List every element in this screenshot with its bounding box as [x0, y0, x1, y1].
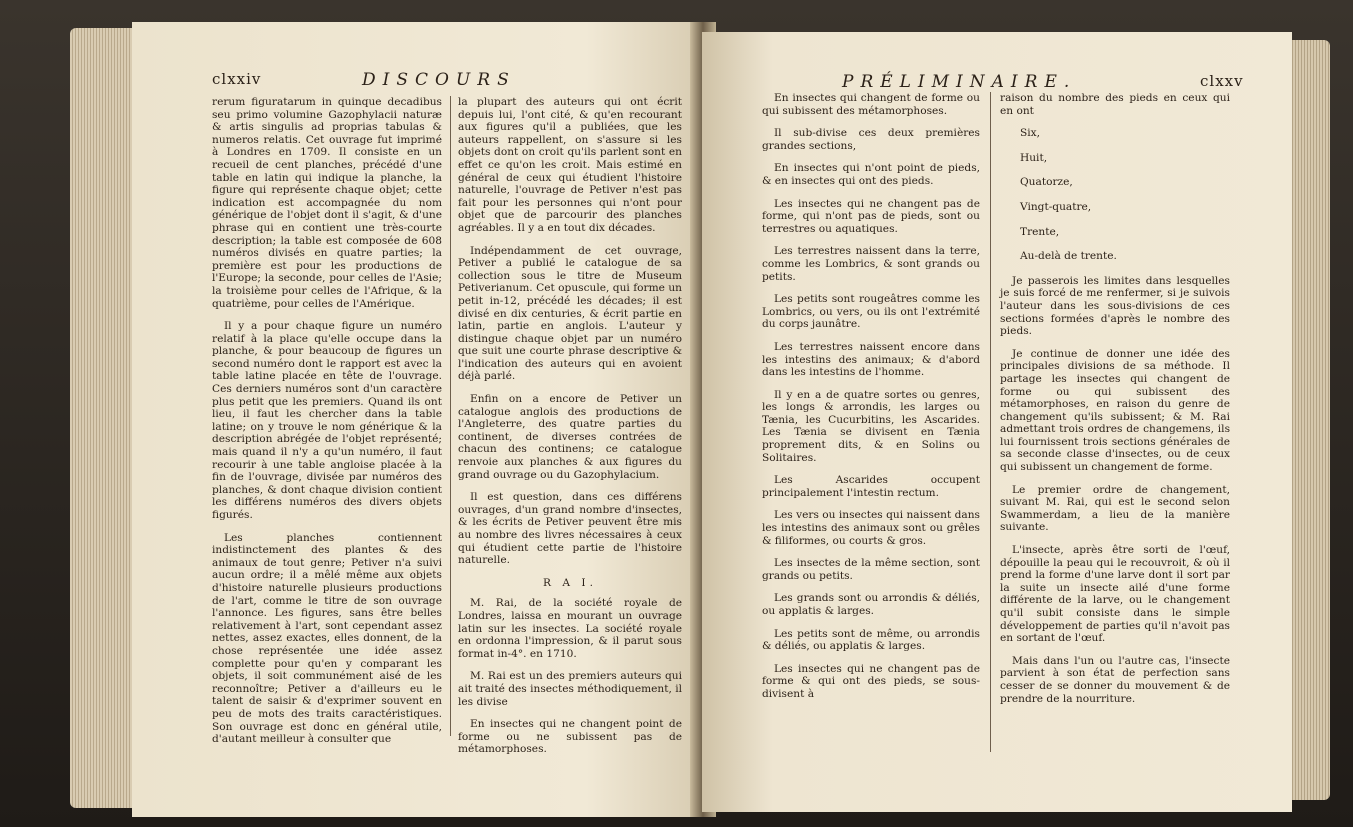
section-heading: R A I. [543, 576, 597, 589]
column-rule [990, 92, 991, 752]
list-item: Trente, [1020, 225, 1060, 238]
paragraph: M. Rai, de la société royale de Londres, laissa en mourant un ouvrage latin sur les insectes. La société royale en ordonna l'impression, & il parut sous format in-4°. en 1710. [458, 597, 682, 660]
list-item: Six, [1020, 127, 1040, 140]
paragraph: Indépendamment de cet ouvrage, Petiver a publié le catalogue de sa collection sous le titre de Museum Petiverianum. Cet opuscule, qui forme un petit in-12, précédé les décades; il est divisé en dix centuries, & écrit partie en latin, partie en anglois. L'auteur y distingue chaque objet par un numéro que suit une courte phrase descriptive & l'indication des auteurs qui en avoient déjà parlé. [458, 244, 682, 383]
paragraph: Mais dans l'un ou l'autre cas, l'insecte parvient à son état de perfection sans cesser de se donner du mouvement & de prendre de la nourriture. [1000, 654, 1230, 705]
paragraph: Les terrestres naissent dans la terre, comme les Lombrics, & sont grands ou petits. [762, 245, 980, 283]
paragraph: la plupart des auteurs qui ont écrit depuis lui, l'ont cité, & qu'en recourant aux figures qu'il a publiées, que les auteurs rappellent, on s'assure si les objets dont on croit qu'ils parlent sont en effet ce qu'on les croit. Mais estimé en général de ceux qui étudient l'histoire naturelle, l'ouvrage de Petiver n'est pas fait pour les personnes qui n'ont pour objet que de parcourir des planches agréables. Il y a en tout dix décades. [458, 96, 682, 234]
left-page-edges [70, 28, 140, 808]
left-column-1 [212, 96, 442, 756]
paragraph: Enfin on a encore de Petiver un catalogue anglois des productions de l'Angleterre, des quatre parties du continent, de diverses contrées de chacun des continens; ce catalogue renvoie aux planches & aux figures du grand ouvrage ou du Gazophylacium. [458, 393, 682, 481]
paragraph: Les terrestres naissent encore dans les intestins des animaux; & d'abord dans les intestins de l'homme. [762, 340, 980, 379]
paragraph: En insectes qui changent de forme ou qui subissent des métamorphoses. [762, 92, 980, 117]
paragraph: En insectes qui ne changent point de forme ou ne subissent pas de métamorphoses. [458, 718, 682, 756]
paragraph: Je continue de donner une idée des principales divisions de sa méthode. Il partage les insectes qui changent de forme ou qui subissent des métamorphoses, en raison du genre de changement qu'ils subissent; & M. Rai admettant trois ordres de changemens, ils lui fournissent trois sections générales de sa seconde classe d'insectes, ou de ceux qui subissent un changement de forme. [1000, 347, 1230, 474]
paragraph: Les petits sont rougeâtres comme les Lombrics, ou vers, ou ils ont l'extrémité du corps jaunâtre. [762, 293, 980, 331]
left-page [132, 22, 700, 817]
paragraph: Je passerois les limites dans lesquelles je suis forcé de me renfermer, si je suivois l'auteur dans les sous-divisions de ces sections formées d'après le nombre des pieds. [1000, 274, 1230, 338]
paragraph: raison du nombre des pieds en ceux qui en ont [1000, 92, 1230, 117]
paragraph: Les Ascarides occupent principalement l'intestin rectum. [762, 474, 980, 499]
paragraph: En insectes qui n'ont point de pieds, & en insectes qui ont des pieds. [762, 162, 980, 187]
left-column-2 [458, 96, 682, 766]
right-column-1 [762, 92, 980, 711]
paragraph: Il y en a de quatre sortes ou genres, les longs & arrondis, les larges ou Tænia, les Cucurbitins, les Ascarides. Les Tænia se divisent en Tænia proprement dits, & en Solins ou Solitaires. [762, 388, 980, 464]
right-running-title: PRÉLIMINAIRE. [842, 72, 1077, 92]
paragraph: Le premier ordre de changement, suivant M. Rai, qui est le second selon Swammerdam, a lieu de la manière suivante. [1000, 483, 1230, 534]
list-item: Vingt-quatre, [1020, 200, 1092, 213]
paragraph: Les insectes qui ne changent pas de forme, qui n'ont pas de pieds, sont ou terrestres ou aquatiques. [762, 197, 980, 235]
paragraph: Les vers ou insectes qui naissent dans les intestins des animaux sont ou grêles & filiformes, ou courts & gros. [762, 509, 980, 547]
paragraph: Les petits sont de même, ou arrondis & déliés, ou applatis & larges. [762, 627, 980, 653]
list-item: Quatorze, [1020, 176, 1073, 189]
paragraph: Les planches contiennent indistinctement des plantes & des animaux de tout genre; Petiver n'a suivi aucun ordre; il a mêlé même aux objets d'histoire naturelle plusieurs productions de l'art, comme le titre de son ouvrage l'annonce. Les figures, sans être belles relativement à l'art, sont cependant assez nettes, assez exactes, elles donnent, de la chose représentée une idée assez complette pour qu'en y comparant les objets, il soit communément aisé de les reconnoître; Petiver a d'ailleurs eu le talent de saisir & d'exprimer souvent en peu de mots des traits caractéristiques. Son ouvrage est donc en général utile, d'autant meilleur à consulter que [212, 531, 442, 746]
right-page [702, 32, 1292, 812]
left-running-title: DISCOURS [362, 70, 516, 90]
right-folio: clxxv [1200, 72, 1244, 90]
paragraph: M. Rai est un des premiers auteurs qui ait traité des insectes méthodiquement, il les divise [458, 670, 683, 708]
right-column-2 [1000, 92, 1230, 715]
paragraph: Les insectes de la même section, sont grands ou petits. [762, 557, 980, 582]
column-rule [450, 96, 451, 736]
list-item: Au-delà de trente. [1020, 250, 1117, 263]
paragraph: Les insectes qui ne changent pas de forme & qui ont des pieds, se sous-divisent à [762, 662, 980, 700]
paragraph: Il sub-divise ces deux premières grandes sections, [762, 127, 980, 152]
paragraph: Il y a pour chaque figure un numéro relatif à la place qu'elle occupe dans la planche, & pour beaucoup de figures un second numéro dont le rapport est avec la table latine placée en tête de l'ouvrage. Ces derniers numéros sont d'un caractère plus petit que les premiers. Quand ils ont lieu, il faut les chercher dans la table latine; on y trouve le nom générique & la description abrégée de l'objet représenté; mais quand il n'y a qu'un numéro, il faut recourir à une table angloise placée à la fin de l'ouvrage, divisée par numéros des planches, & dont chaque division contient les différens numéros des divers objets figurés. [212, 320, 442, 521]
open-book [70, 22, 1330, 817]
paragraph: Les grands sont ou arrondis & déliés, ou applatis & larges. [762, 592, 980, 617]
left-folio: clxxiv [212, 70, 262, 88]
paragraph: rerum figuratarum in quinque decadibus seu primo volumine Gazophylacii naturæ & artis singulis ad proprias tabulas & numeros relatis. Cet ouvrage fut imprimé à Londres en 1709. Il consiste en un recueil de cent planches, précédé d'une table en latin qui indique la planche, la figure qui représente chaque objet; cette indication est accompagnée du nom générique de l'objet dont il s'agit, & d'une phrase qui en contient une très-courte description; la table est composée de 608 numéros divisés en quatre parties; la première est pour les productions de l'Europe; la seconde, pour celles de l'Asie; la troisième pour celles de l'Afrique, & la quatrième, pour celles de l'Amérique. [212, 96, 442, 310]
right-page-edges [1290, 40, 1330, 800]
paragraph: Il est question, dans ces différens ouvrages, d'un grand nombre d'insectes, & les écrits de Petiver peuvent être mis au nombre des livres nécessaires à ceux qui étudient cette partie de l'histoire naturelle. [458, 491, 682, 567]
paragraph: L'insecte, après être sorti de l'œuf, dépouille la peau qui le recouvroit, & où il prend la forme d'une larve dont il sort par la suite un insecte ailé d'une forme différente de la larve, ou le changement qu'il subit consiste dans le simple développement de parties qu'il n'avoit pas en sortant de l'œuf. [1000, 544, 1230, 645]
list-item: Huit, [1020, 151, 1048, 164]
